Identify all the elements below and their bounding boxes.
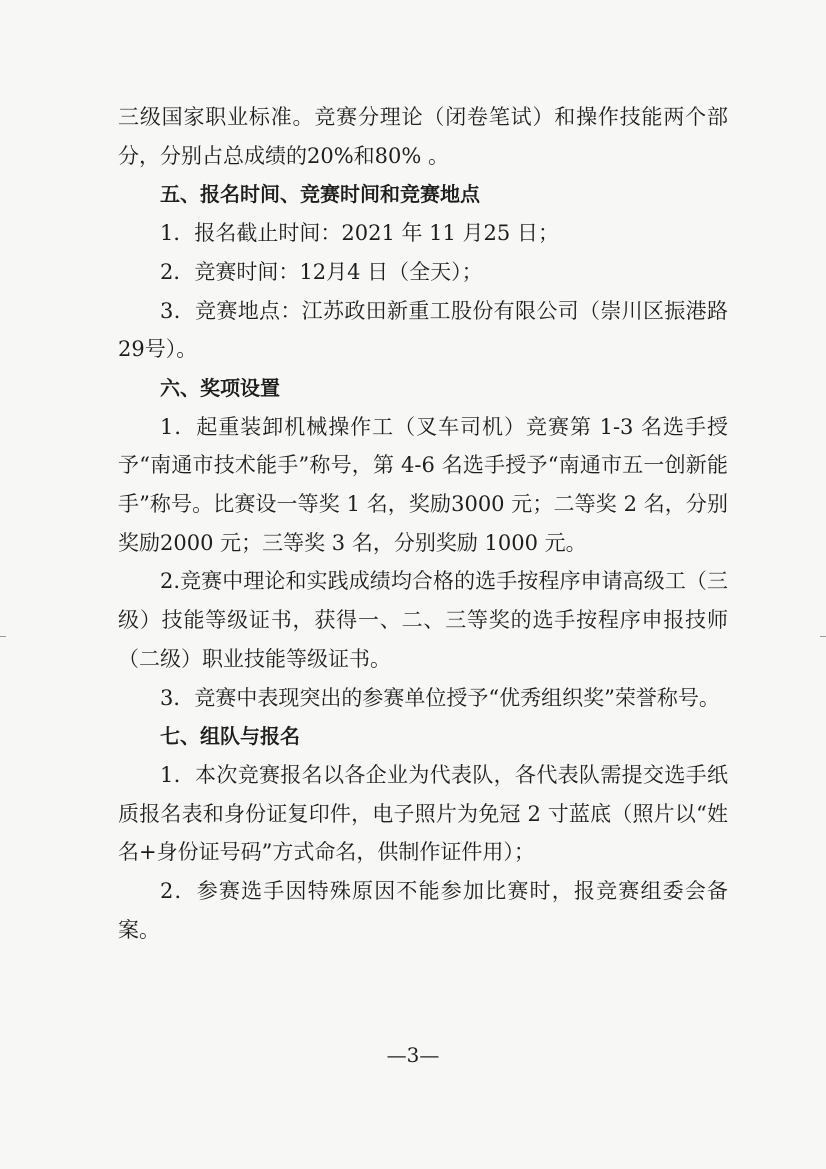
margin-mark [820,636,826,637]
section-heading-6: 六、奖项设置 [160,375,280,400]
margin-mark [0,636,6,637]
list-item: 1．本次竞赛报名以各企业为代表队，各代表队需提交选手纸质报名表和身份证复印件，电子照片为免冠 2 寸蓝底（照片以“姓名+身份证号码”方式命名，供制作证件用）； [118,762,728,865]
section-heading-5: 五、报名时间、竞赛时间和竞赛地点 [160,182,480,207]
list-item: 2.竞赛中理论和实践成绩均合格的选手按程序申请高级工（三级）技能等级证书，获得一、二、三等奖的选手按程序申报技师（二级）职业技能等级证书。 [118,569,728,671]
document-body [118,98,728,949]
list-item: 2．参赛选手因特殊原因不能参加比赛时，报竞赛组委会备案。 [118,879,728,942]
list-item: 2．竞赛时间：12月4 日（全天）； [160,259,483,284]
page-number: —3— [386,1043,440,1067]
section-heading-7: 七、组队与报名 [160,724,300,749]
list-item: 3．竞赛中表现突出的参赛单位授予“优秀组织奖”荣誉称号。 [160,685,720,710]
list-item: 1．报名截止时间：2021 年 11 月25 日； [160,221,559,246]
paragraph-continued: 三级国家职业标准。竞赛分理论（闭卷笔试）和操作技能两个部分，分别占总成绩的20%和80% 。 [118,105,728,168]
list-item: 3．竞赛地点：江苏政田新重工股份有限公司（崇川区振港路29号）。 [118,298,728,362]
list-item: 1．起重装卸机械操作工（叉车司机）竞赛第 1-3 名选手授予“南通市技术能手”称号，第 4-6 名选手授予“南通市五一创新能手”称号。比赛设一等奖 1 名，奖励3000 元；二等奖 2 名，分别奖励2000 元；三等奖 3 名，分别奖励 1000 元。 [118,414,728,555]
